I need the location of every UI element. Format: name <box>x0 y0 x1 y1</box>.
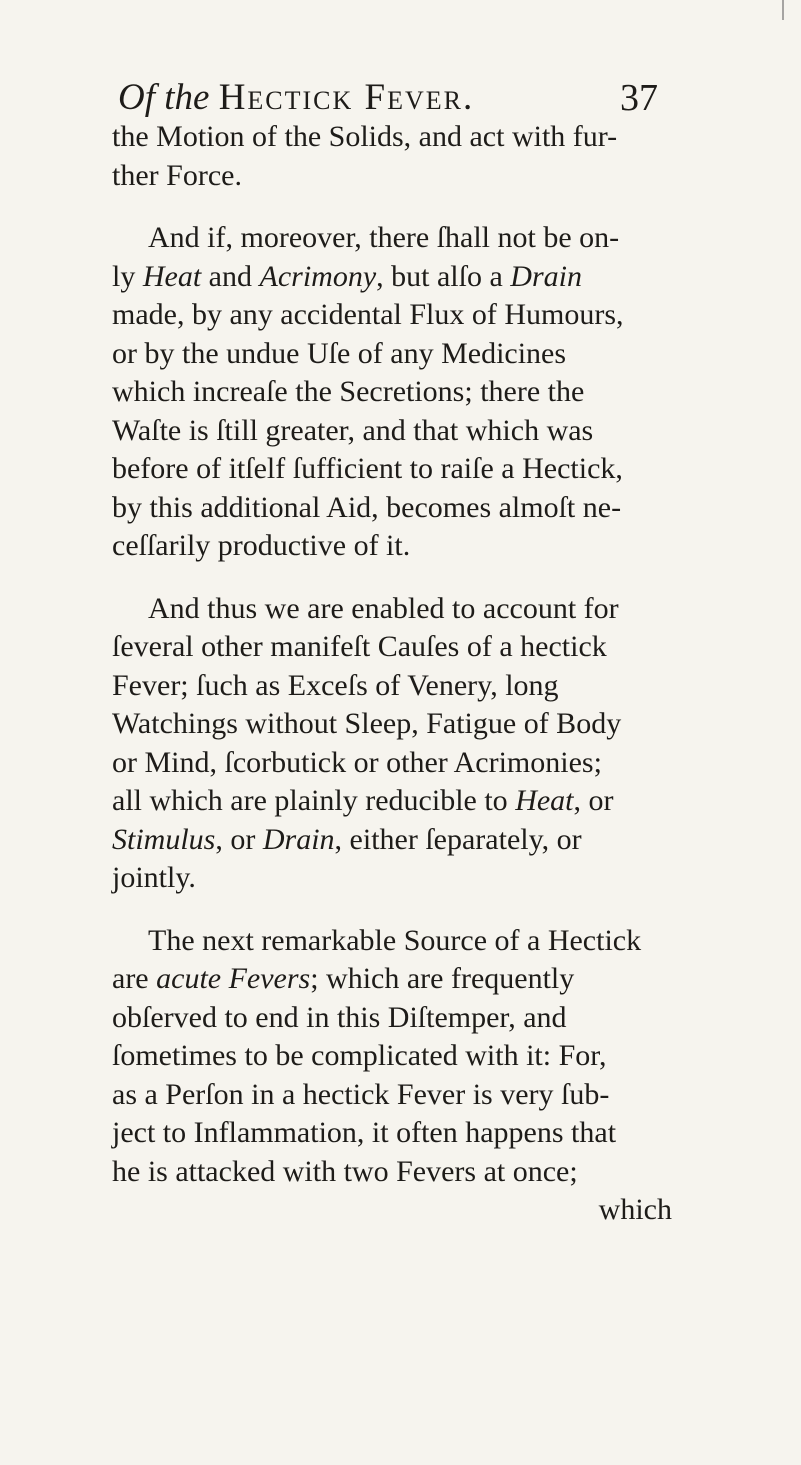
page-number: 37 <box>620 77 658 119</box>
line-text: ly <box>112 259 143 293</box>
text-line <box>112 1076 672 1115</box>
text-line <box>112 922 672 961</box>
text-line <box>112 960 672 999</box>
line-text: ſeveral other manifeſt Cauſes of a hectick <box>112 630 607 663</box>
running-title-italic: Of the <box>118 77 210 118</box>
text-line <box>112 1153 672 1192</box>
line-text: are <box>112 962 157 995</box>
line-text: he is attacked with two Fevers at once; <box>112 1154 578 1188</box>
line-text: ther Force. <box>112 158 242 192</box>
line-text: ; which are frequently <box>310 962 575 995</box>
line-text: The next remarkable Source of a Hectick <box>148 923 642 957</box>
line-text: jointly. <box>112 861 196 894</box>
text-line <box>112 296 672 335</box>
line-text: ject to Inflammation, it often happens that <box>112 1116 617 1149</box>
text-line <box>112 450 672 489</box>
catchword: which <box>598 1193 672 1226</box>
text-line <box>112 782 672 821</box>
running-title-caps: Hectick Fever. <box>218 77 475 118</box>
paragraph-3 <box>112 590 672 898</box>
line-text: before of itſelf ſufficient to raiſe a Hectick, <box>112 452 623 485</box>
paragraph-2 <box>112 219 672 566</box>
text-line <box>112 705 672 744</box>
text-line <box>112 859 672 898</box>
emphasis-acrimony: Acrimony <box>259 259 377 293</box>
line-text: as a Perſon in a hectick Fever is very ſub- <box>112 1077 610 1111</box>
line-text: the Motion of the Solids, and act with fur- <box>112 120 618 153</box>
line-text: or Mind, ſcorbutick or other Acrimonies; <box>112 745 602 779</box>
text-line <box>112 744 672 783</box>
line-text: Watchings without Sleep, Fatigue of Body <box>112 707 622 740</box>
text-line <box>112 667 672 706</box>
paragraph-1 <box>112 118 672 195</box>
line-text: Fever; ſuch as Exceſs of Venery, long <box>112 668 559 702</box>
text-line <box>112 1114 672 1153</box>
running-title <box>118 76 474 119</box>
line-text: ſometimes to be complicated with it: For, <box>112 1039 607 1072</box>
line-text: all which are plainly reducible to <box>112 784 516 817</box>
emphasis-stimulus: Stimulus <box>112 822 216 856</box>
text-line <box>112 258 672 297</box>
text-line <box>112 489 672 528</box>
line-text: by this additional Aid, becomes almoſt ne- <box>112 490 622 524</box>
emphasis-heat: Heat <box>142 259 202 293</box>
text-line <box>112 628 672 667</box>
text-line <box>112 412 672 451</box>
text-line <box>112 821 672 860</box>
emphasis-heat: Heat <box>515 784 574 817</box>
line-text: And if, moreover, there ſhall not be on- <box>148 221 620 254</box>
text-line <box>112 219 672 258</box>
emphasis-drain: Drain <box>510 259 582 293</box>
line-text: , either ſeparately, or <box>334 822 582 856</box>
line-text: , or <box>573 784 614 817</box>
text-line <box>112 118 672 157</box>
text-line <box>112 527 672 566</box>
paragraph-4 <box>112 922 672 1192</box>
text-line <box>112 335 672 374</box>
line-text: which increaſe the Secretions; there the <box>112 375 585 408</box>
text-line <box>112 157 672 196</box>
line-text: , or <box>215 822 263 856</box>
emphasis-acute-fevers: acute Fevers <box>156 962 311 995</box>
line-text: And thus we are enabled to account for <box>148 591 619 625</box>
line-text: made, by any accidental Flux of Humours, <box>112 298 624 331</box>
line-text: or by the undue Uſe of any Medicines <box>112 336 567 370</box>
text-line <box>112 999 672 1038</box>
line-text: obſerved to end in this Diſtemper, and <box>112 1000 567 1034</box>
body-text <box>112 118 672 1230</box>
line-text: Waſte is ſtill greater, and that which was <box>112 413 594 447</box>
text-line <box>112 1037 672 1076</box>
text-line <box>112 373 672 412</box>
emphasis-drain: Drain <box>262 822 335 856</box>
edge-mark <box>781 0 785 20</box>
text-line <box>112 590 672 629</box>
line-text: and <box>201 259 260 293</box>
line-text: , but alſo a <box>376 259 511 293</box>
line-text: ceſſarily productive of it. <box>112 529 411 562</box>
